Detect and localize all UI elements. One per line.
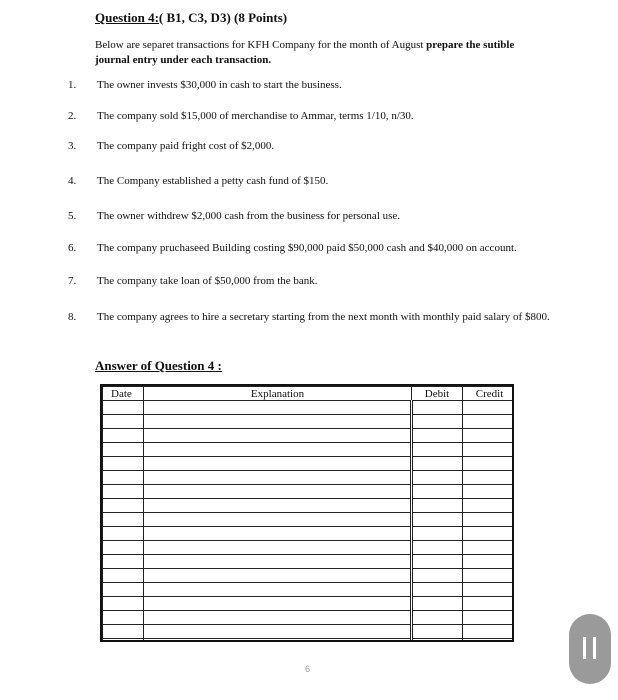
journal-row [103, 639, 515, 643]
credit-cell[interactable] [463, 569, 515, 583]
journal-row [103, 527, 515, 541]
credit-cell[interactable] [463, 401, 515, 415]
item-number: 1. [68, 79, 77, 91]
date-cell[interactable] [103, 499, 144, 513]
credit-cell[interactable] [463, 611, 515, 625]
journal-row [103, 429, 515, 443]
debit-cell[interactable] [412, 639, 463, 643]
date-cell[interactable] [103, 415, 144, 429]
item-number: 7. [68, 275, 77, 287]
item-number: 4. [68, 175, 77, 187]
journal-row [103, 513, 515, 527]
credit-cell[interactable] [463, 415, 515, 429]
date-cell[interactable] [103, 401, 144, 415]
journal-row [103, 499, 515, 513]
debit-cell[interactable] [412, 583, 463, 597]
header-credit: Credit [463, 387, 515, 401]
debit-cell[interactable] [412, 527, 463, 541]
credit-cell[interactable] [463, 583, 515, 597]
date-cell[interactable] [103, 569, 144, 583]
item-text: The company pruchaseed Building costing $90,000 paid $50,000 cash and $40,000 on account. [97, 242, 517, 254]
credit-cell[interactable] [463, 625, 515, 639]
debit-cell[interactable] [412, 471, 463, 485]
date-cell[interactable] [103, 597, 144, 611]
instructions-bold: prepare the sutible journal entry under each transaction. [95, 39, 515, 66]
date-cell[interactable] [103, 429, 144, 443]
debit-cell[interactable] [412, 611, 463, 625]
debit-cell[interactable] [412, 401, 463, 415]
explanation-cell[interactable] [144, 401, 412, 415]
explanation-cell[interactable] [144, 527, 412, 541]
item-text: The owner withdrew $2,000 cash from the business for personal use. [97, 210, 401, 222]
date-cell[interactable] [103, 513, 144, 527]
date-cell[interactable] [103, 457, 144, 471]
credit-cell[interactable] [463, 443, 515, 457]
debit-cell[interactable] [412, 569, 463, 583]
journal-header-row [103, 387, 515, 401]
journal-row [103, 597, 515, 611]
date-cell[interactable] [103, 485, 144, 499]
item-text: The company take loan of $50,000 from the bank. [97, 275, 318, 287]
item-text: The company agrees to hire a secretary starting from the next month with monthly paid salary of $800. [97, 311, 550, 323]
debit-cell[interactable] [412, 541, 463, 555]
explanation-cell[interactable] [144, 611, 412, 625]
explanation-cell[interactable] [144, 639, 412, 643]
item-number: 5. [68, 210, 77, 222]
debit-cell[interactable] [412, 485, 463, 499]
explanation-cell[interactable] [144, 457, 412, 471]
item-text: The company sold $15,000 of merchandise to Ammar, terms 1/10, n/30. [97, 110, 414, 122]
credit-cell[interactable] [463, 527, 515, 541]
item-number: 6. [68, 242, 77, 254]
explanation-cell[interactable] [144, 485, 412, 499]
journal-row [103, 583, 515, 597]
explanation-cell[interactable] [144, 555, 412, 569]
instructions-text: Below are separet transactions for KFH Company for the month of August [95, 39, 427, 51]
credit-cell[interactable] [463, 555, 515, 569]
question-label: Question 4: [95, 10, 159, 25]
header-explanation: Explanation [144, 387, 412, 401]
journal-row [103, 569, 515, 583]
item-text: The company paid fright cost of $2,000. [97, 140, 275, 152]
journal-row [103, 485, 515, 499]
answer-title: Answer of Question 4 : [95, 358, 222, 373]
date-cell[interactable] [103, 583, 144, 597]
item-number: 3. [68, 140, 77, 152]
credit-cell[interactable] [463, 541, 515, 555]
debit-cell[interactable] [412, 555, 463, 569]
credit-cell[interactable] [463, 471, 515, 485]
explanation-cell[interactable] [144, 569, 412, 583]
date-cell[interactable] [103, 639, 144, 643]
explanation-cell[interactable] [144, 415, 412, 429]
explanation-cell[interactable] [144, 583, 412, 597]
journal-row [103, 415, 515, 429]
debit-cell[interactable] [412, 597, 463, 611]
question-title [95, 10, 287, 26]
credit-cell[interactable] [463, 429, 515, 443]
item-text: The owner invests $30,000 in cash to start the business. [97, 79, 342, 91]
explanation-cell[interactable] [144, 471, 412, 485]
debit-cell[interactable] [412, 429, 463, 443]
journal-row [103, 625, 515, 639]
item-number: 8. [68, 311, 77, 323]
date-cell[interactable] [103, 471, 144, 485]
journal-row [103, 541, 515, 555]
debit-cell[interactable] [412, 625, 463, 639]
credit-cell[interactable] [463, 597, 515, 611]
date-cell[interactable] [103, 555, 144, 569]
credit-cell[interactable] [463, 485, 515, 499]
pause-button[interactable] [569, 614, 611, 684]
page-number: 6 [305, 664, 311, 674]
explanation-cell[interactable] [144, 513, 412, 527]
item-number: 2. [68, 110, 77, 122]
journal-row [103, 555, 515, 569]
question-instructions [95, 38, 545, 68]
header-date: Date [103, 387, 144, 401]
journal-row [103, 457, 515, 471]
explanation-cell[interactable] [144, 443, 412, 457]
journal-table [100, 384, 514, 642]
debit-cell[interactable] [412, 499, 463, 513]
credit-cell[interactable] [463, 457, 515, 471]
date-cell[interactable] [103, 541, 144, 555]
date-cell[interactable] [103, 527, 144, 541]
item-text: The Company established a petty cash fund of $150. [97, 175, 329, 187]
debit-cell[interactable] [412, 415, 463, 429]
credit-cell[interactable] [463, 499, 515, 513]
journal-row [103, 611, 515, 625]
date-cell[interactable] [103, 443, 144, 457]
date-cell[interactable] [103, 625, 144, 639]
explanation-cell[interactable] [144, 541, 412, 555]
header-debit: Debit [412, 387, 463, 401]
journal-row [103, 443, 515, 457]
debit-cell[interactable] [412, 513, 463, 527]
credit-cell[interactable] [463, 513, 515, 527]
debit-cell[interactable] [412, 443, 463, 457]
date-cell[interactable] [103, 611, 144, 625]
journal-row [103, 471, 515, 485]
explanation-cell[interactable] [144, 597, 412, 611]
journal-row [103, 401, 515, 415]
explanation-cell[interactable] [144, 429, 412, 443]
explanation-cell[interactable] [144, 499, 412, 513]
debit-cell[interactable] [412, 457, 463, 471]
credit-cell[interactable] [463, 639, 515, 643]
explanation-cell[interactable] [144, 625, 412, 639]
question-meta: ( B1, C3, D3) (8 Points) [158, 10, 288, 25]
